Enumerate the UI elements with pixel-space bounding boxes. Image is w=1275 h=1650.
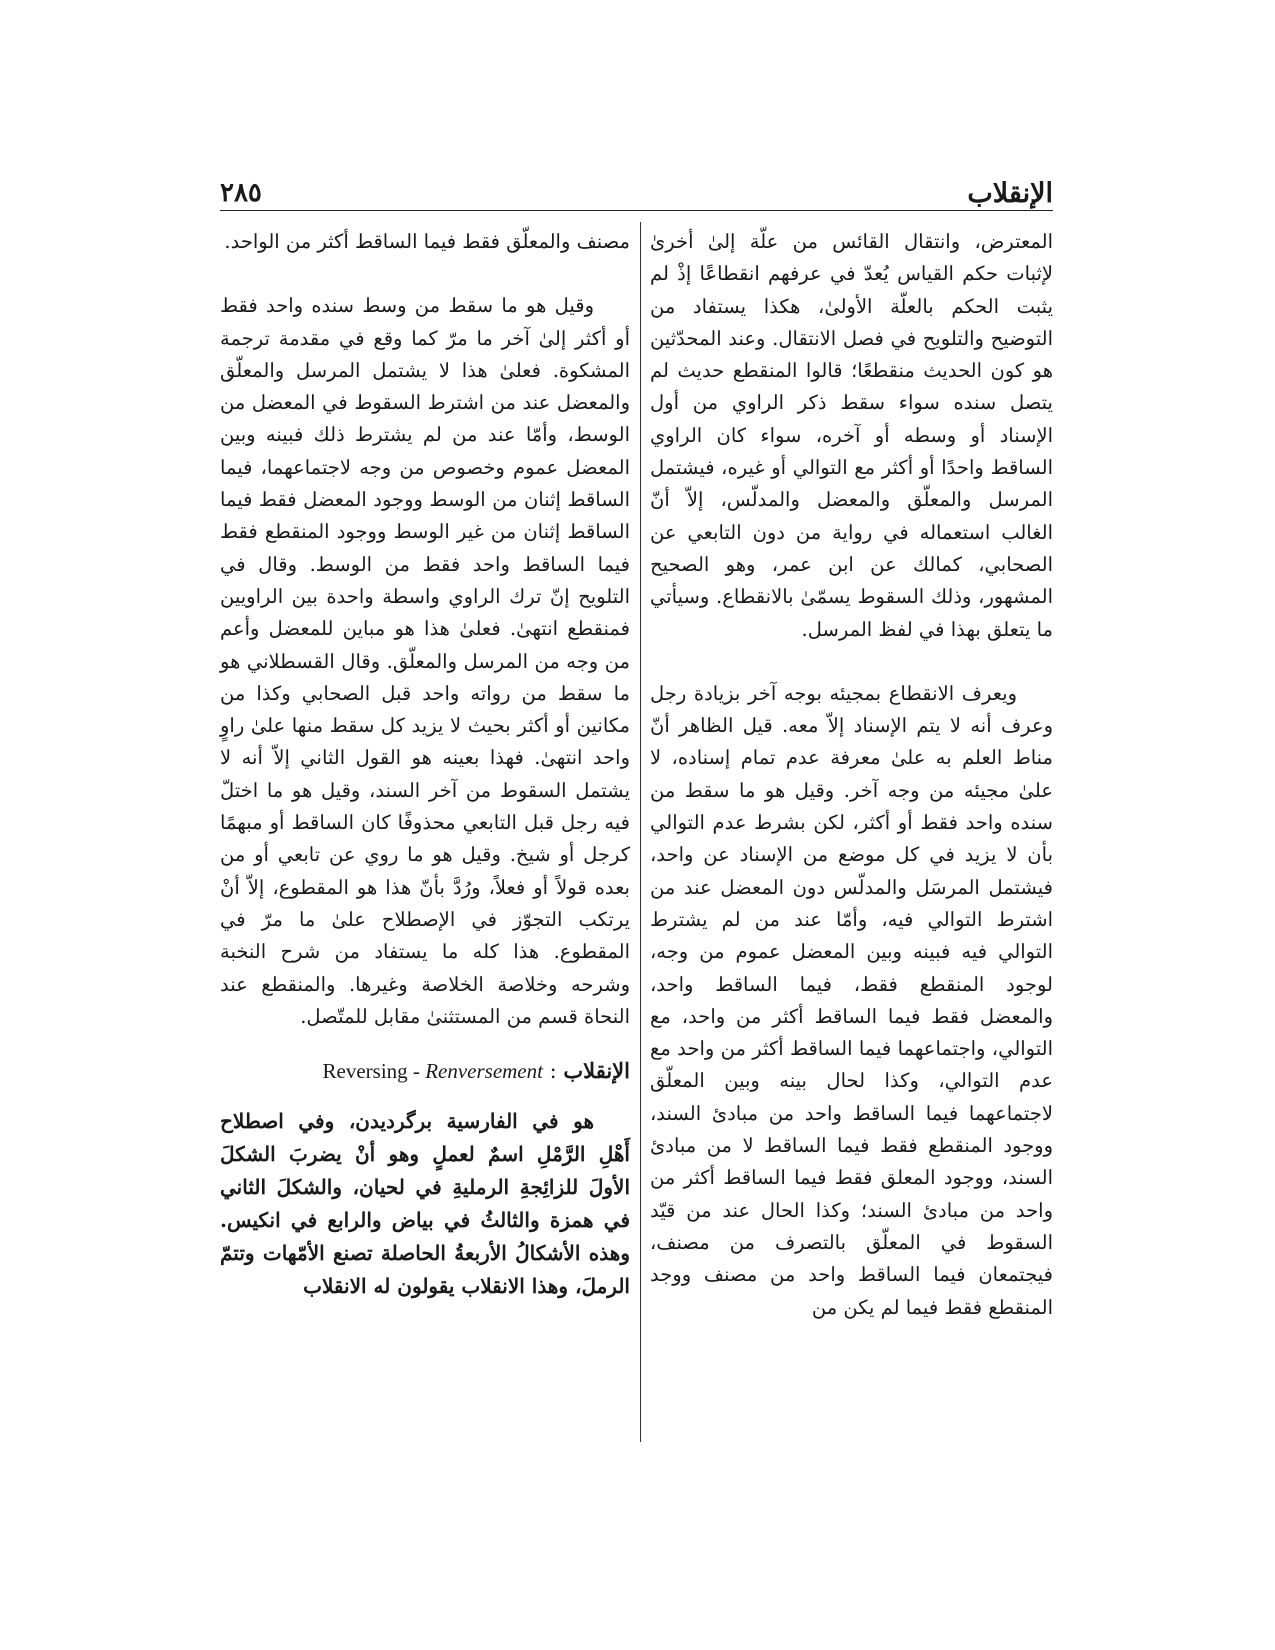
paragraph: المعترض، وانتقال القائس من علّة إلىٰ أخرىٰ لإثبات حكم القياس يُعدّ في عرفهم انقطاعًا إذْ لم يثبت الحكم بالعلّة الأولىٰ، هكذا يستفاد من التوضيح والتلويح في فصل الانتقال. وعند المحدّثين هو كون الحديث منقطعًا؛ قالوا المنقطع حديث لم يتصل سنده سواء سقط ذكر الراوي من أول الإسناد أو وسطه أو آخره، سواء كان الراوي الساقط واحدًا أو أكثر مع التوالي أو غيره، فيشتمل المرسل والمعلّق والمعضل والمدلّس، إلاّ أنّ الغالب استعماله في رواية من دون التابعي عن الصحابي، كمالك عن ابن عمر، وهو الصحيح المشهور، وذلك السقوط يسمّىٰ بالانقطاع. وسيأتي ما يتعلق بهذا في لفظ المرسل. [650, 230, 1053, 641]
paragraph: وقيل هو ما سقط من وسط سنده واحد فقط أو أكثر إلىٰ آخر ما مرّ كما وقع في مقدمة ترجمة المشكوة. فعلىٰ هذا لا يشتمل المرسل والمعلّق والمعضل عند من اشترط السقوط في المعضل من الوسط، وأمّا عند من لم يشترط ذلك فبينه وبين المعضل عموم وخصوص من وجه لاجتماعهما، فيما الساقط إثنان من الوسط ووجود المعضل فقط فيما الساقط إثنان من غير الوسط ووجود المنقطع فقط فيما الساقط واحد فقط من الوسط. وقال في التلويح إنّ ترك الراوي واسطة واحدة بين الراويين فمنقطع انتهىٰ. فعلىٰ هذا هو مباين للمعضل وأعم من وجه من المرسل والمعلّق. وقال القسطلاني هو ما سقط من رواته واحد قبل الصحابي وكذا من مكانين أو أكثر بحيث لا يزيد كل سقط منها علىٰ راوٍ واحد انتهىٰ. فهذا بعينه هو القول الثاني إلاّ أنه لا يشتمل السقوط من آخر السند، وقيل هو ما اختلّ فيه رجل قبل التابعي محذوفًا كان الساقط أو مبهمًا كرجل أو شيخ. وقيل هو ما روي عن تابعي أو من بعده قولاً أو فعلاً، ورُدَّ بأنّ هذا هو المقطوع، إلاّ أنْ يرتكب التجوّز في الإصطلاح علىٰ ما مرّ في المقطوع. هذا كله ما يستفاد من شرح النخبة وشرحه وخلاصة الخلاصة وغيرها. والمنقطع عند النحاة قسم من المستثنىٰ مقابل للمتّصل. [220, 294, 630, 1028]
paragraph: مصنف والمعلّق فقط فيما الساقط أكثر من الواحد. [224, 230, 630, 253]
left-column [220, 226, 630, 1303]
entry-title-latin [323, 1059, 543, 1083]
entry-title-separator: : [542, 1059, 564, 1084]
entry-heading [220, 1053, 630, 1089]
entry-title-latin-italic: Renversement [425, 1059, 543, 1084]
page-header [220, 178, 1053, 214]
column-divider [640, 222, 641, 1442]
entry-title-latin-main: Reversing - [322, 1059, 426, 1084]
entry-title-arabic: الإنقلاب [563, 1058, 630, 1084]
right-column [650, 226, 1053, 1324]
header-rule [220, 210, 1053, 211]
paragraph: ويعرف الانقطاع بمجيئه بوجه آخر بزيادة رجل وعرف أنه لا يتم الإسناد إلاّ معه. قيل الظاهر أنّ مناط العلم به علىٰ معرفة عدم تمام إسناده، لا علىٰ مجيئه من وجه آخر. وقيل هو ما سقط من سنده واحد فقط أو أكثر، لكن بشرط عدم التوالي بأن لا يزيد في كل موضع من الإسناد عن واحد، فيشتمل المرسَل والمدلّس دون المعضل عند من اشترط التوالي فيه، وأمّا عند من لم يشترط التوالي فيه فبينه وبين المعضل عموم من وجه، لوجود المنقطع فقط، فيما الساقط واحد، والمعضل فقط فيما الساقط أكثر من واحد، مع التوالي، واجتماعهما فيما الساقط أكثر من واحد مع عدم التوالي، وكذا لحال بينه وبين المعلّق لاجتماعهما فيما الساقط واحد من مبادئ السند، ووجود المنقطع فقط فيما الساقط لا من مبادئ السند، ووجود المعلق فقط فيما الساقط أكثر من واحد من مبادئ السند؛ وكذا الحال عند من قيّد السقوط في المعلّق بالتصرف من مصنف، فيجتمعان فيما الساقط واحد من مصنف ووجد المنقطع فقط فيما لم يكن من [650, 681, 1053, 1319]
page-number: ٢٨٥ [220, 178, 262, 208]
running-head: الإنقلاب [967, 178, 1053, 209]
paragraph: هو في الفارسية برگرديدن، وفي اصطلاح أَهْلِ الرَّمْلِ اسمٌ لعملٍ وهو أنْ يضربَ الشكلَ الأولَ للزائِجةِ الرمليةِ في لحيان، والشكلَ الثاني في همزة والثالثُ في بياض والرابع في انكيس. وهذه الأشكالُ الأربعةُ الحاصلة تصنع الأمّهات وتتمّ الرملَ، وهذا الانقلاب يقولون له الانقلاب [220, 1109, 630, 1299]
